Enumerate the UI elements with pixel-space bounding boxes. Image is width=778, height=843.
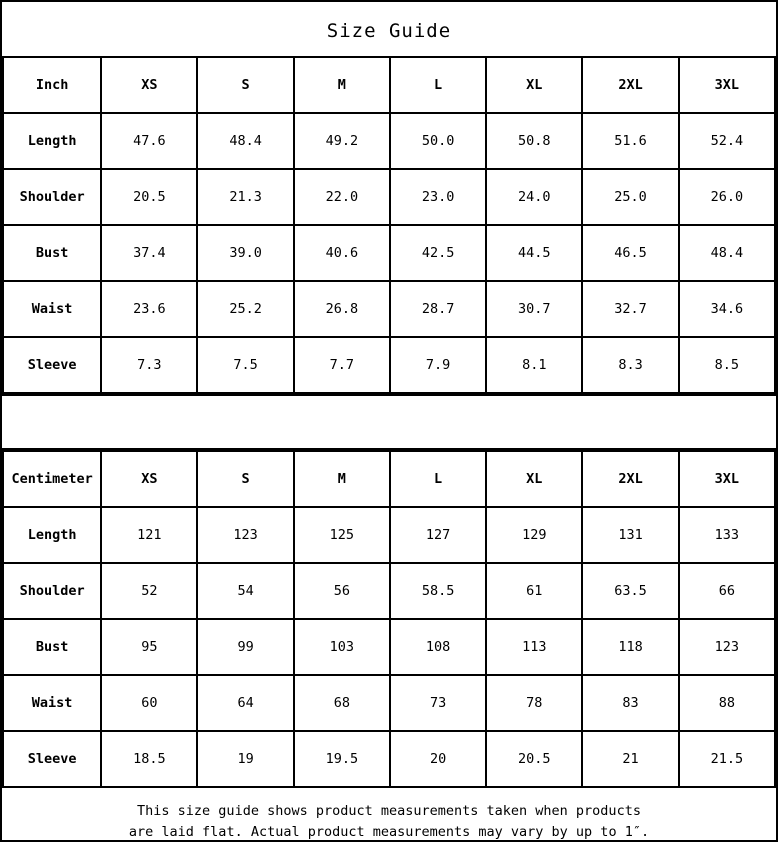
cell-bust-2xl: 46.5: [582, 225, 678, 281]
column-header-3xl: 3XL: [679, 451, 775, 507]
cell-length-s: 123: [197, 507, 293, 563]
table-header-row-centimeter: [3, 451, 775, 507]
table-row: [3, 731, 775, 787]
table-row: [3, 169, 775, 225]
column-header-m: M: [294, 451, 390, 507]
cell-sleeve-s: 7.5: [197, 337, 293, 393]
size-table-inch: [2, 56, 776, 394]
column-header-xl: XL: [486, 57, 582, 113]
cell-length-xl: 50.8: [486, 113, 582, 169]
cell-sleeve-xl: 8.1: [486, 337, 582, 393]
table-row: [3, 507, 775, 563]
size-table-centimeter: [2, 450, 776, 788]
cell-waist-2xl: 32.7: [582, 281, 678, 337]
cell-shoulder-xs: 52: [101, 563, 197, 619]
cell-sleeve-xs: 18.5: [101, 731, 197, 787]
cell-bust-xl: 44.5: [486, 225, 582, 281]
cell-shoulder-l: 58.5: [390, 563, 486, 619]
cell-shoulder-2xl: 25.0: [582, 169, 678, 225]
row-label-shoulder: Shoulder: [3, 563, 101, 619]
column-header-s: S: [197, 451, 293, 507]
table-header-row-inch: [3, 57, 775, 113]
row-label-waist: Waist: [3, 281, 101, 337]
cell-bust-xs: 37.4: [101, 225, 197, 281]
table-row: [3, 281, 775, 337]
cell-waist-l: 28.7: [390, 281, 486, 337]
cell-waist-s: 64: [197, 675, 293, 731]
cell-length-xs: 47.6: [101, 113, 197, 169]
cell-length-m: 125: [294, 507, 390, 563]
cell-waist-m: 68: [294, 675, 390, 731]
column-header-xs: XS: [101, 57, 197, 113]
cell-sleeve-m: 7.7: [294, 337, 390, 393]
cell-sleeve-2xl: 8.3: [582, 337, 678, 393]
row-label-bust: Bust: [3, 225, 101, 281]
cell-length-2xl: 51.6: [582, 113, 678, 169]
cell-bust-2xl: 118: [582, 619, 678, 675]
column-header-2xl: 2XL: [582, 451, 678, 507]
cell-bust-xs: 95: [101, 619, 197, 675]
table-row: [3, 337, 775, 393]
unit-label-inch: Inch: [3, 57, 101, 113]
cell-sleeve-2xl: 21: [582, 731, 678, 787]
table-row: [3, 113, 775, 169]
row-label-shoulder: Shoulder: [3, 169, 101, 225]
cell-bust-s: 39.0: [197, 225, 293, 281]
column-header-xs: XS: [101, 451, 197, 507]
cell-sleeve-xl: 20.5: [486, 731, 582, 787]
table-row: [3, 619, 775, 675]
cell-bust-s: 99: [197, 619, 293, 675]
cell-waist-l: 73: [390, 675, 486, 731]
row-label-bust: Bust: [3, 619, 101, 675]
row-label-sleeve: Sleeve: [3, 337, 101, 393]
cell-sleeve-m: 19.5: [294, 731, 390, 787]
column-header-xl: XL: [486, 451, 582, 507]
cell-shoulder-xl: 24.0: [486, 169, 582, 225]
footnote-line-1: This size guide shows product measurements taken when products: [137, 803, 641, 819]
cell-sleeve-xs: 7.3: [101, 337, 197, 393]
table-separator: [2, 394, 776, 450]
cell-shoulder-s: 21.3: [197, 169, 293, 225]
cell-sleeve-3xl: 8.5: [679, 337, 775, 393]
cell-waist-xs: 23.6: [101, 281, 197, 337]
cell-waist-xl: 78: [486, 675, 582, 731]
column-header-m: M: [294, 57, 390, 113]
cell-bust-3xl: 48.4: [679, 225, 775, 281]
cell-bust-xl: 113: [486, 619, 582, 675]
cell-shoulder-m: 22.0: [294, 169, 390, 225]
column-header-l: L: [390, 451, 486, 507]
cell-waist-s: 25.2: [197, 281, 293, 337]
cell-waist-xl: 30.7: [486, 281, 582, 337]
unit-label-centimeter: Centimeter: [3, 451, 101, 507]
cell-shoulder-3xl: 66: [679, 563, 775, 619]
cell-shoulder-l: 23.0: [390, 169, 486, 225]
cell-length-s: 48.4: [197, 113, 293, 169]
table-row: [3, 563, 775, 619]
table-row: [3, 675, 775, 731]
footnote: [2, 788, 776, 843]
cell-length-2xl: 131: [582, 507, 678, 563]
column-header-3xl: 3XL: [679, 57, 775, 113]
row-label-length: Length: [3, 113, 101, 169]
cell-length-3xl: 133: [679, 507, 775, 563]
cell-length-3xl: 52.4: [679, 113, 775, 169]
cell-shoulder-m: 56: [294, 563, 390, 619]
page-title: Size Guide: [326, 20, 452, 42]
cell-length-xl: 129: [486, 507, 582, 563]
row-label-length: Length: [3, 507, 101, 563]
cell-sleeve-s: 19: [197, 731, 293, 787]
cell-length-xs: 121: [101, 507, 197, 563]
cell-length-m: 49.2: [294, 113, 390, 169]
cell-bust-m: 103: [294, 619, 390, 675]
cell-sleeve-l: 20: [390, 731, 486, 787]
cell-shoulder-xl: 61: [486, 563, 582, 619]
row-label-waist: Waist: [3, 675, 101, 731]
cell-waist-m: 26.8: [294, 281, 390, 337]
cell-bust-l: 42.5: [390, 225, 486, 281]
column-header-s: S: [197, 57, 293, 113]
cell-waist-3xl: 88: [679, 675, 775, 731]
cell-shoulder-2xl: 63.5: [582, 563, 678, 619]
footnote-line-2: are laid flat. Actual product measurements may vary by up to 1″.: [128, 824, 650, 840]
row-label-sleeve: Sleeve: [3, 731, 101, 787]
table-row: [3, 225, 775, 281]
cell-bust-l: 108: [390, 619, 486, 675]
cell-shoulder-s: 54: [197, 563, 293, 619]
cell-waist-xs: 60: [101, 675, 197, 731]
cell-waist-3xl: 34.6: [679, 281, 775, 337]
cell-waist-2xl: 83: [582, 675, 678, 731]
cell-length-l: 127: [390, 507, 486, 563]
cell-sleeve-3xl: 21.5: [679, 731, 775, 787]
cell-bust-3xl: 123: [679, 619, 775, 675]
cell-shoulder-3xl: 26.0: [679, 169, 775, 225]
cell-bust-m: 40.6: [294, 225, 390, 281]
cell-length-l: 50.0: [390, 113, 486, 169]
cell-sleeve-l: 7.9: [390, 337, 486, 393]
cell-shoulder-xs: 20.5: [101, 169, 197, 225]
column-header-2xl: 2XL: [582, 57, 678, 113]
column-header-l: L: [390, 57, 486, 113]
